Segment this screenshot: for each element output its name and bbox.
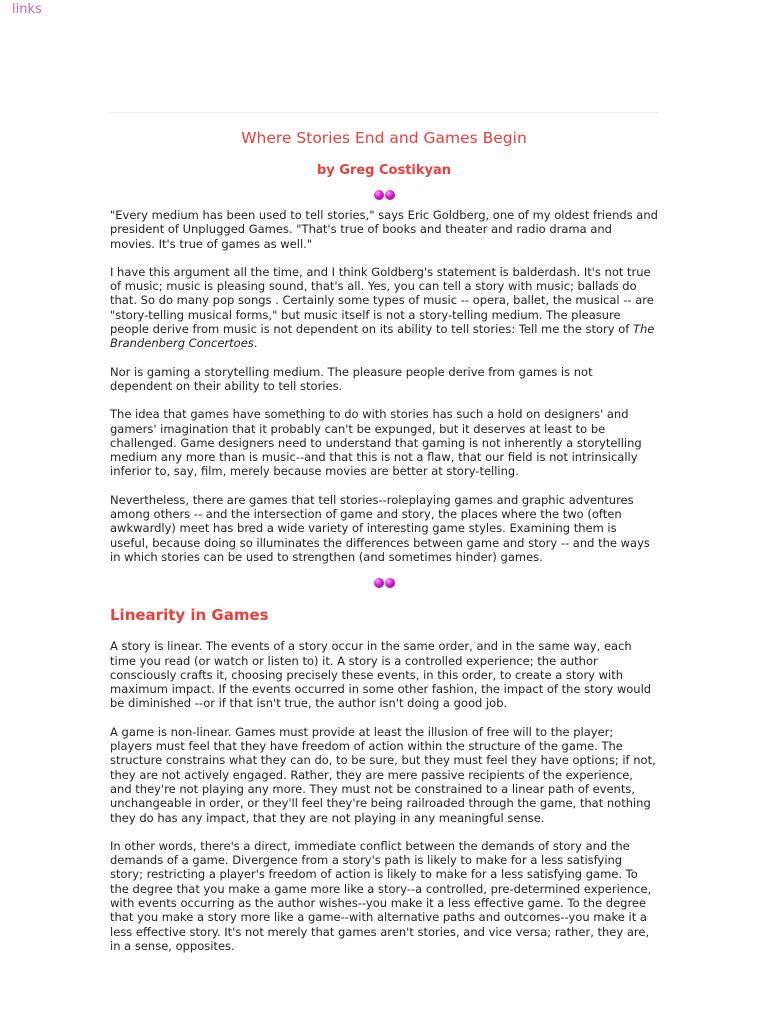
bullet-dot-icon	[374, 578, 384, 588]
section-paragraph-2: A game is non-linear. Games must provide at least the illusion of free will to the player; players must feel that they have freedom of action within the structure of the game. The structure constrains what they can do, to be sure, but they must feel they have options; if not, they are not actively engaged. Rather, they are mere passive recipients of the experience, and they're not playing any more. They must not be constrained to a linear path of events, unchangeable in order, or they'll feel they're being railroaded through the game, that nothing they do has any impact, that they are not playing in any meaningful sense.	[110, 724, 656, 825]
paragraph-2-text: I have this argument all the time, and I think Goldberg's statement is balderdash. It's not true of music; music is pleasing sound, that's all. Yes, you can tell a story with music; ballads do that. So do many pop songs . Certainly some types of music -- opera, ballet, the musical -- are "story-telling musical forms," but music itself is not a story-telling medium. The pleasure people derive from music is not dependent on its ability to tell stories: Tell me the story of	[110, 264, 654, 337]
section-paragraph-1: A story is linear. The events of a story occur in the same order, and in the same way, each time you read (or watch or listen to) it. A story is a controlled experience; the author consciously crafts it, choosing precisely these events, in this order, to create a story with maximum impact. If the events occurred in some other fashion, the impact of the story would be diminished --or if that isn't true, the author isn't doing a good job.	[110, 639, 652, 711]
paragraph-5: Nevertheless, there are games that tell stories--roleplaying games and graphic adventures among others -- and the intersection of game and story, the places where the two (often awkwardly) meet has bred a wide variety of interesting game styles. Examining them is useful, because doing so illuminates the differences between game and story -- and the ways in which stories can be used to strengthen (and sometimes hinder) games.	[110, 492, 650, 564]
paragraph-2-end: .	[253, 336, 258, 351]
top-divider-rule	[108, 112, 658, 113]
article-byline: by Greg Costikyan	[316, 163, 452, 178]
paragraph-1: "Every medium has been used to tell stories," says Eric Goldberg, one of my oldest friends and president of Unplugged Games. "That's true of books and theater and radio drama and movies. It's true of games as well."	[110, 208, 658, 251]
paragraph-2-italic-title: The Brandenberg Concertoes	[110, 322, 655, 351]
links-nav-link[interactable]: links	[12, 2, 42, 17]
bullet-dot-icon	[374, 190, 384, 200]
bullet-dot-icon	[385, 578, 395, 588]
article-title: Where Stories End and Games Begin	[241, 129, 527, 147]
section-divider-bullets	[110, 190, 658, 200]
paragraph-4: The idea that games have something to do with stories has such a hold on designers' and gamers' imagination that it probably can't be expunged, but it deserves at least to be challenged. Game designers need to understand that gaming is not inherently a storytelling medium any more than is music--and that this is not a flaw, that our field is not intrinsically inferior to, say, film, merely because movies are better at story-telling.	[110, 407, 642, 479]
section-paragraph-3: In other words, there's a direct, immediate conflict between the demands of story and the demands of a game. Divergence from a story's path is likely to make for a less satisfying story; restricting a player's freedom of action is likely to make for a less satisfying game. To the degree that you make a game more like a story--a controlled, pre-determined experience, with events occurring as the author wishes--you make it a less effective game. To the degree that you make a story more like a game--with alternative paths and outcomes--you make it a less effective story. It's not merely that games aren't stories, and vice versa; rather, they are, in a sense, opposites.	[110, 838, 652, 953]
bullet-dot-icon	[385, 190, 395, 200]
section-heading: Linearity in Games	[110, 606, 269, 625]
article	[110, 128, 658, 953]
section-divider-bullets	[110, 578, 658, 588]
paragraph-2	[110, 265, 658, 351]
paragraph-3: Nor is gaming a storytelling medium. The pleasure people derive from games is not dependent on their ability to tell stories.	[110, 364, 593, 393]
